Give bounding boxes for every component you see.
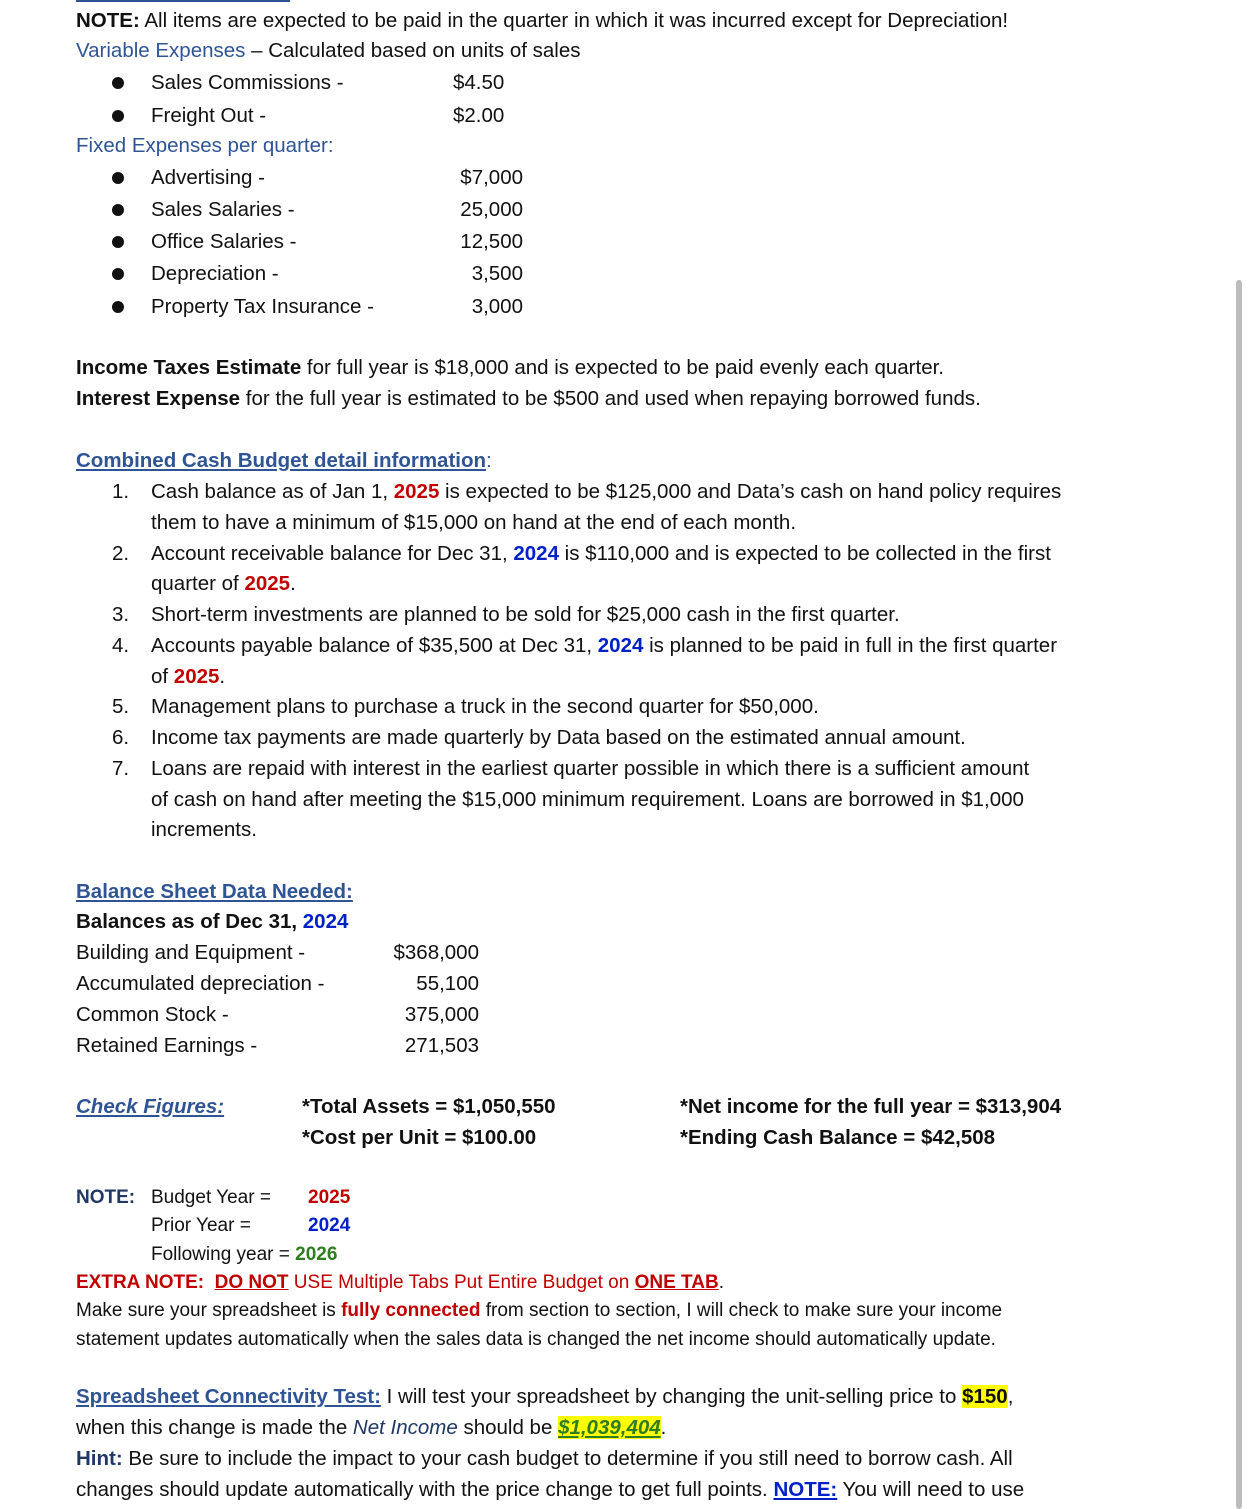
item-value: $2.00 xyxy=(453,104,505,127)
list-item: Management plans to purchase a truck in the second quarter for $50,000. xyxy=(151,695,819,718)
balances-subheading: Balances as of Dec 31, 2024 xyxy=(76,910,349,933)
item-value: 3,000 xyxy=(471,295,523,318)
connectivity-test-line: Spreadsheet Connectivity Test: I will test your spreadsheet by changing the unit-selling price to $150, xyxy=(76,1385,1014,1408)
list-item: Income tax payments are made quarterly by Data based on the estimated annual amount. xyxy=(151,726,966,749)
check-figures-heading: Check Figures: xyxy=(76,1095,225,1118)
list-item: Accounts payable balance of $35,500 at Dec 31, 2024 is planned to be paid in full in the first quarter xyxy=(151,634,1058,657)
extra-note-line: EXTRA NOTE: DO NOT USE Multiple Tabs Put Entire Budget on ONE TAB. xyxy=(76,1272,724,1293)
connected-line-2: statement updates automatically when the sales data is changed the net income should automatically update. xyxy=(76,1329,996,1350)
list-item-cont: of 2025. xyxy=(151,665,226,688)
list-item: Short-term investments are planned to be sold for $25,000 cash in the first quarter. xyxy=(151,603,900,626)
budget-year-label: Budget Year = xyxy=(151,1187,271,1208)
item-label: Advertising - xyxy=(151,166,265,189)
list-number: 3. xyxy=(112,603,130,626)
check-net-income: *Net income for the full year = $313,904 xyxy=(680,1095,1062,1118)
check-total-assets: *Total Assets = $1,050,550 xyxy=(302,1095,556,1118)
bullet-icon xyxy=(112,77,124,89)
item-label: Sales Salaries - xyxy=(151,198,295,221)
balance-value: 375,000 xyxy=(404,1003,479,1026)
item-value: 25,000 xyxy=(460,198,523,221)
interest-line: Interest Expense for the full year is estimated to be $500 and used when repaying borrowed funds. xyxy=(76,387,981,410)
list-number: 5. xyxy=(112,695,130,718)
check-cost-per-unit: *Cost per Unit = $100.00 xyxy=(302,1126,537,1149)
item-label: Freight Out - xyxy=(151,104,267,127)
list-item-cont: increments. xyxy=(151,818,257,841)
list-item-cont: of cash on hand after meeting the $15,000 minimum requirement. Loans are borrowed in $1,000 xyxy=(151,788,1024,811)
hint-line-2: changes should update automatically with the price change to get full points. NOTE: You will need to use xyxy=(76,1478,1025,1501)
budget-year-value: 2025 xyxy=(308,1187,351,1208)
list-number: 1. xyxy=(112,480,130,503)
bullet-icon xyxy=(112,268,124,280)
bullet-icon xyxy=(112,301,124,313)
balance-label: Common Stock - xyxy=(76,1003,229,1026)
list-number: 7. xyxy=(112,757,130,780)
bullet-icon xyxy=(112,204,124,216)
balance-label: Accumulated depreciation - xyxy=(76,972,325,995)
list-item-cont: them to have a minimum of $15,000 on hand at the end of each month. xyxy=(151,511,797,534)
bullet-icon xyxy=(112,236,124,248)
fixed-expenses-heading: Fixed Expenses per quarter: xyxy=(76,134,334,157)
bullet-icon xyxy=(112,172,124,184)
balance-label: Retained Earnings - xyxy=(76,1034,258,1057)
item-label: Depreciation - xyxy=(151,262,279,285)
item-value: $4.50 xyxy=(453,71,505,94)
connected-line: Make sure your spreadsheet is fully connected from section to section, I will check to make sure your income xyxy=(76,1300,1003,1321)
bullet-icon xyxy=(112,110,124,122)
item-label: Sales Commissions - xyxy=(151,71,344,94)
income-taxes-line: Income Taxes Estimate for full year is $18,000 and is expected to be paid evenly each quarter. xyxy=(76,356,944,379)
balance-value: 55,100 xyxy=(416,972,479,995)
variable-expenses-heading: Variable Expenses – Calculated based on units of sales xyxy=(76,39,581,62)
item-label: Property Tax Insurance - xyxy=(151,295,374,318)
prior-year-value: 2024 xyxy=(308,1215,351,1236)
years-note-label: NOTE: xyxy=(76,1187,136,1208)
connectivity-test-line-2: when this change is made the Net Income should be $1,039,404. xyxy=(76,1416,667,1439)
hint-line: Hint: Be sure to include the impact to your cash budget to determine if you still need to borrow cash. All xyxy=(76,1447,1013,1470)
list-item-cont: quarter of 2025. xyxy=(151,572,296,595)
note-line: NOTE: All items are expected to be paid in the quarter in which it was incurred except for Depreciation! xyxy=(76,9,1009,32)
item-value: 3,500 xyxy=(471,262,523,285)
list-number: 2. xyxy=(112,542,130,565)
item-value: 12,500 xyxy=(460,230,523,253)
balance-label: Building and Equipment - xyxy=(76,941,306,964)
item-value: $7,000 xyxy=(460,166,523,189)
cash-budget-heading: Combined Cash Budget detail information: xyxy=(76,449,492,472)
check-ending-cash: *Ending Cash Balance = $42,508 xyxy=(680,1126,996,1149)
following-year-line: Following year = 2026 xyxy=(151,1244,338,1265)
list-item: Cash balance as of Jan 1, 2025 is expected to be $125,000 and Data’s cash on hand policy requires xyxy=(151,480,1062,503)
list-item: Loans are repaid with interest in the earliest quarter possible in which there is a sufficient amount xyxy=(151,757,1030,780)
item-label: Office Salaries - xyxy=(151,230,297,253)
balance-value: 271,503 xyxy=(404,1034,479,1057)
list-item: Account receivable balance for Dec 31, 2024 is $110,000 and is expected to be collected in the first xyxy=(151,542,1051,565)
scrollbar[interactable] xyxy=(1236,280,1242,1509)
heading-underline xyxy=(76,0,290,2)
balance-sheet-heading: Balance Sheet Data Needed: xyxy=(76,880,353,903)
balance-value: $368,000 xyxy=(393,941,479,964)
prior-year-label: Prior Year = xyxy=(151,1215,251,1236)
list-number: 4. xyxy=(112,634,130,657)
list-number: 6. xyxy=(112,726,130,749)
